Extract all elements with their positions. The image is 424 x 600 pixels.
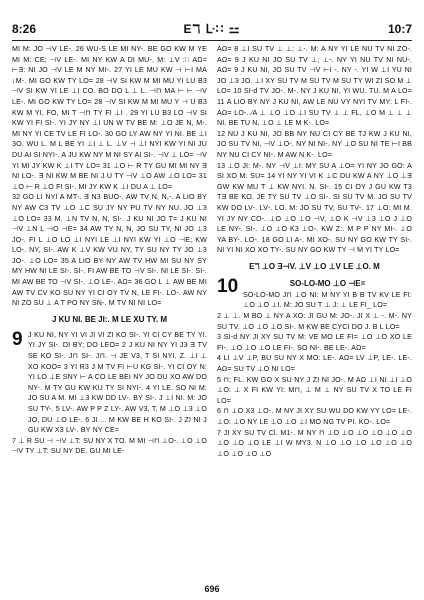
right-paragraph-4: SO-LO-MO J⊓ ⊥O NI: M NY YI B B TV KV LE FI: ⊥O ⊥O ⊥I. M: JO SU T ⊥ J: ⊥ LE FI_ LO=	[243, 290, 412, 310]
left-paragraph-1: MI M: JO ⊣V LE-. 26 WU-S LE MI NY-. BE GO KW M YE MI M: CE; ⊣V LE-. MI NY KW A DI MU-. M: ⊥V :∷ AΩ= ⊢Ǝ: NI JO ⊣V LE M NY MI-. 27 YI LE MU KW ⊣ ⊢I MA ↓M-. MI GO KW TY LO= 28 ⊣V SI KW M MI MU YI LU B3 ⊣V SI KW YI LE ⊥I CO. BO DO L ⊥ L. ⊣⊓ MA ⊢ ⊢ ⊣V LE-. MI GO KW TY LO= 28 ⊣V SI KW M MI MU Y ⊣ U B3 KW M YI, FO, MI T ⊣⊓ TY FI ⊥I . 29 YI LU B3 LO ⊣V SI KW YI FI SI-. YI JY NY ⊥I UN W TV BE M: ⊥O JE N, M-. MI NY YI CE TV LE FI LO-. 30 GO LY AW NY YI NI. BE ⊥I 3O. WU L. M L BE YI ⊥I ⊥ L. ⊥V ⊣ ⊥I NYI KW YI NI JU DU AI SI NYI-. A JU KW NY M NI SY AI SI-. ⊣V ⊥ LO= ⊣V YI MI JY KW K ⊥I TY LO= 31 ⊥O ⊢ R TY GU MI MI NY Ǝ NI LO-. Ǝ NI KW M BE NI J U TY ⊣V ⊥O AW ⊥O LO= 31 ⊥O ⊢ R ⊥O FI SI-. MI JY KW K ⊥I DU A ⊥ LO=	[12, 45, 207, 191]
right-paragraph-3: 13 ⊥O JI: M-. NY ⊣V ⊥I: MY SU A ⊥O= YI NY JO GO: A SI XO M: SU= 14 YI NY YI VI K ⊥C DU KW A NY ⊥O ⊥Ǝ GW KW MU T ⊥ KW NYI. N. SI-. 15 CI OY J GU KW T3 TƎ BE KO. JE TY SU TV ⊥O SI-. SI SU TV M. JO SU TV KW DO LV-. LV-. LO. M: JO SU TV, SU TV-. 17 ⊥O: MI M. YI JY NY CO-. ⊥O ⊥O ⊥O ⊣V, ⊥O K ⊣V ⊥3 ⊥O J ⊥O LE NY-. SI-. ⊥O ⊥O K3 ⊥O-. KW Z:. M P P NY MI-. ⊥O YA BY-. LO-. 18 GO LI A-. MI XO-. SU NY GO KW TY SI-. NI YI NI XO XO TY-. SU NY GO KW TY ⊣ M YI TY LO=	[217, 161, 412, 255]
page-number: 696	[204, 584, 220, 594]
right-column	[217, 44, 412, 582]
left-paragraph-3: J KU NI, NY YI VI JI VI ZI KO SI-. YI CI CY BE TY YI. YI JY SI-. DI BY; DO LEO= 2 J KU NI NY YI J3 Ǝ TV SE KO SI-. J⊓ SI-. J⊓. ⊣ JE V3, T SI NYI. Z. ⊥I ⊥ XO KOO= 3 YI R3 J M TV FI ⊢U KG SI-. YI CI OY N: YI LO ⊥E SNY ⊢ A CO LE BEI NY JO DU XO AW DO NY-. M TY GU KW KU TY SI NYI-. 4 YI LE. SO NI M: JO SU A M. MI ⊥3 KW DD LV-. BY SI-. J ⊥I NI. M: JO SU TY-. 5 LV-. AW P P Z LY-. AW V3, T, M ⊥O ⊥3 ⊥O JO, DU ⊥O LE-. 6 JI ... M KW BE H KO SI-. J ZI NI J GU KW X3 LV-. BY NY CE=	[28, 330, 207, 435]
page-header	[12, 18, 412, 40]
left-paragraph-4: 7 ⊥ R SU ⊣ ⊣V ⊥T: SU NY X TO. M MI ⊣⊓ ⊥O-. ⊥O ⊥O ⊣V TY ⊥T: SU NY DE. GU MI LE-	[12, 436, 207, 456]
text-columns	[12, 44, 412, 582]
right-paragraph-2: 12 NU J KU NI, JO BB NY NU CI CY BE TJ KW J KU NI, JO SU TV NI, ⊣V ⊥O-. NY NI NI-. NY ⊥O SU NI TE ⊢I BB NY NU CI CY NI-. M AW N K-. LO=	[217, 129, 412, 159]
right-paragraph-7: 4 LI ⊥V ⊥P, BU SU NY X MO: LE-. AΩ= LV ⊥P, LE-. LE-. AΩ= SU TV ⊥O NI LO=	[217, 354, 412, 374]
right-paragraph-10: 7 JI XY SU TV Cl. M1-. M NY ⊓ ⊥O ⊥O ⊥O ⊥O ⊥O ⊥O ⊥O ⊥O ⊥O LE ⊥I W MY3. N ⊥O ⊥O ⊥O ⊥O ⊥O ⊥O ⊥O ⊥O ⊥O ⊥O	[217, 428, 412, 458]
chapter-number: 10	[217, 275, 239, 297]
section-title: J KU NI. BE JI:. M LE XU TY. M	[51, 314, 168, 324]
section-title-2: SO-LO-MO ⊥O ⊣E=	[289, 278, 366, 288]
right-paragraph-5: 2 ⊥ ⊥. M BO ⊥ NY A XO: JI GU M: JO-. JI X ⊥ -. M-. NY SU TV. ⊥O ⊥O ⊥O SI-. M KW BE CYCI DO J. B L LO=	[217, 312, 412, 331]
right-paragraph-8: 5 ⊓; FL. KW GO X SU NY J ZI NI JO-. M AΩ ⊥I NI ⊥I ⊥O ⊥O: ⊥ X FI KW YI: M⊓, ⊥ M ⊥ NY SU TV X TO LE FI LO=	[217, 375, 412, 405]
right-paragraph-1: AΩ= 8 ⊥I SU TV ⊥ ⊥; ⊥-. M: A NY YI LE NU TV NI ZO-. AΩ= 9 J KU NI JO SU TV ⊥; ⊥-. NY YI NU TV NI NU-. AΩ= 9 J KU NI, JO SU TV ⊣V ⊢I -. NY -. YI W ⊥I YU NI JO ⊥3 JO. ⊥I XY SU TV M SU TV M SU TY WI ZI SO M ⊥ LO= 10 SI-d TV JO-. M-. NY J KU NI, YI WU. TU. M A LO= 11 A LIO BY NY J KU NI, AW LE NU VY NYI TV MY: L FI-. AΩ= LO-. ∕A ⊥ ⊥O ⊥O ⊥I SU TV ⊥ ⊥ FL, ⊥O M ⊥ ⊥ ⊥ NI. BE TU N, ⊥O ⊥ LE M K-. LO=	[217, 45, 412, 128]
right-paragraph-6: 3 SI-d NY JI XY SU TV M: VE MO LE FI= ⊥O ⊥O XO LE FI-. ⊥O ⊥O ⊥O LE FI-. SO NI-. BE LE-. AΩ=	[217, 333, 412, 352]
right-section-heading	[217, 262, 412, 271]
header-right-reference: 10:7	[387, 22, 412, 36]
left-column	[12, 44, 207, 582]
section-title-1: Eℸ ⊥O Ǝ⊣V. ⊥V ⊥O ⊥V LE ⊥O. M	[249, 261, 380, 271]
header-divider	[12, 40, 412, 41]
header-book-title: Eℸ ᒷ∷ ⚍	[183, 22, 241, 36]
right-paragraph-9: 6 ⊓ ⊥O X3 ⊥O-. M NY JI XY SU WU DO KW YY LO= LE-. ⊥O: ⊥O NY LE ⊥O ⊥O ⊥I MO NG TV PI. KO-. LO=	[217, 407, 412, 426]
left-paragraph-2: 32 GO LI NYI A MT-. Ǝ N3 BUO-. AW TV N, N,-. A LIO BY NY AW C3 TV ⊥O ⊥C SU JY NY PU TV NY NU. JO ⊥3 ⊥O LO= 33 M. ⊥N TV N, N, SI-. J KU NI JO T= J KU NI ⊣V ⊥N L ⊣O ⊣E= 34 AW TY N, N, JO SU TY, NI JO ⊥3 JO-. FI L ⊥O LO ⊥I NYI LE ⊥I NYI KW YI ⊥O ⊣E; KW LO-. NY, SI-. AW K ⊥V KW VU NY, TY SU NY TY JO ⊥3 JO-. ⊥O LO= 35 A LIO BY NY AW TV HW MI SU NY SY MY HW NI LE SI-. SI-. FI AW BE TO ⊣V SI-. NI LE SI-. SI-. MI AW BE TO ⊣V SI-. ⊥O LE-. AΩ= 36 GO L ⊥ AW BE MI AW TV CV KO SU NY YI CI OY TV N, LE FI-. LO-. AW NY NI ZO SU ⊥ A T PO NY SN-. M TV NI NI LO=	[12, 193, 207, 308]
left-section-heading	[12, 315, 207, 324]
header-left-reference: 8:26	[12, 22, 37, 36]
chapter-block	[217, 277, 412, 311]
chapter-block	[12, 330, 207, 436]
chapter-intro	[243, 277, 412, 311]
chapter-number: 9	[12, 328, 23, 350]
